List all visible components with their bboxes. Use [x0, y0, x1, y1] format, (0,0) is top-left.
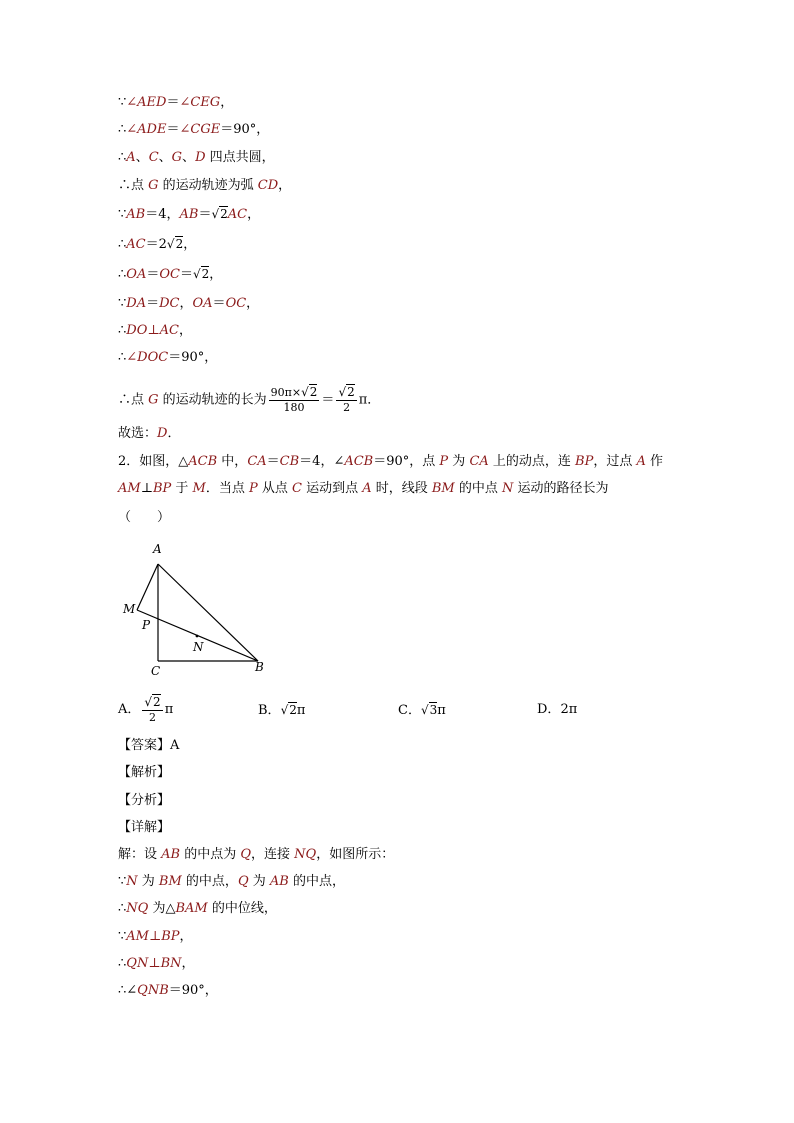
- result-fraction: $\frac{√2}{2}$: [338, 385, 355, 414]
- solution-line-7: ∴OA＝OC＝√2，: [118, 264, 222, 284]
- solution2-line-4: ∵AM⊥BP，: [118, 929, 193, 944]
- label-B: B: [255, 660, 264, 674]
- label-M: M: [123, 602, 136, 616]
- geometry-figure: [115, 540, 275, 685]
- label-A: A: [153, 542, 162, 556]
- solution-line-4: ∴点 G 的运动轨迹为弧 CD，: [118, 178, 292, 193]
- analysis-section: 【解析】: [118, 765, 171, 780]
- triangle-diagram: [115, 540, 275, 685]
- solution-line-9: ∴DO⊥AC，: [118, 323, 192, 338]
- solution2-line-2: ∵N 为 BM 的中点，Q 为 AB 的中点，: [118, 874, 345, 889]
- solution-line-6: ∴AC＝2√2，: [118, 234, 196, 254]
- problem-2-line-1: 2．如图，△ACB 中，CA＝CB＝4，∠ACB＝90°，点 P 为 CA 上的动点，连 BP，过点 A 作: [118, 454, 664, 469]
- option-b[interactable]: B．√2π: [258, 703, 306, 718]
- fenxi-section: 【分析】: [118, 793, 171, 808]
- solution-line-11: ∴点 G 的运动轨迹的长为 $\frac{90\pi\times√2}{180}$ ＝ $\frac{√2}{2}$ π．: [118, 385, 381, 414]
- solution-line-3: ∴A、C、G、D 四点共圆，: [118, 150, 275, 165]
- solution-line-8: ∵DA＝DC，OA＝OC，: [118, 296, 260, 311]
- solution2-line-5: ∴QN⊥BN，: [118, 956, 195, 971]
- sqrt-2: √2: [192, 267, 210, 281]
- solution2-line-6: ∴∠QNB＝90°，: [118, 983, 218, 998]
- detail-section: 【详解】: [118, 820, 171, 835]
- solution-line-10: ∴∠DOC＝90°，: [118, 350, 218, 365]
- option-a[interactable]: A． $\frac{√2}{2}$ π: [118, 694, 174, 724]
- solution-line-1: ∵∠AED＝∠CEG，: [118, 95, 234, 110]
- segment-AM: [137, 564, 158, 610]
- problem-2-line-2: AM⊥BP 于 M．当点 P 从点 C 运动到点 A 时，线段 BM 的中点 N 运动的路径长为: [118, 481, 609, 496]
- answer-section: 【答案】A: [118, 738, 180, 753]
- solution-line-5: ∵AB＝4，AB＝√2AC，: [118, 204, 260, 224]
- answer-blank: （ ）: [118, 510, 171, 525]
- point-N: [196, 635, 199, 638]
- label-N: N: [193, 640, 204, 654]
- label-P: P: [142, 618, 151, 632]
- sqrt-2: √2: [211, 207, 228, 221]
- sqrt-2: √2: [166, 237, 184, 251]
- arc-length-fraction: $\frac{90\pi\times√2}{180}$: [270, 385, 318, 414]
- option-c[interactable]: C．√3π: [398, 703, 446, 718]
- solution-line-2: ∴∠ADE＝∠CGE＝90°，: [118, 122, 270, 137]
- solution2-line-1: 解：设 AB 的中点为 Q，连接 NQ，如图所示：: [118, 847, 395, 862]
- label-C: C: [151, 664, 161, 678]
- option-d[interactable]: D．2π: [537, 702, 578, 717]
- solution2-line-3: ∴NQ 为△BAM 的中位线，: [118, 901, 277, 916]
- segment-AB: [158, 564, 258, 661]
- solution-line-12: 故选：D．: [118, 426, 181, 441]
